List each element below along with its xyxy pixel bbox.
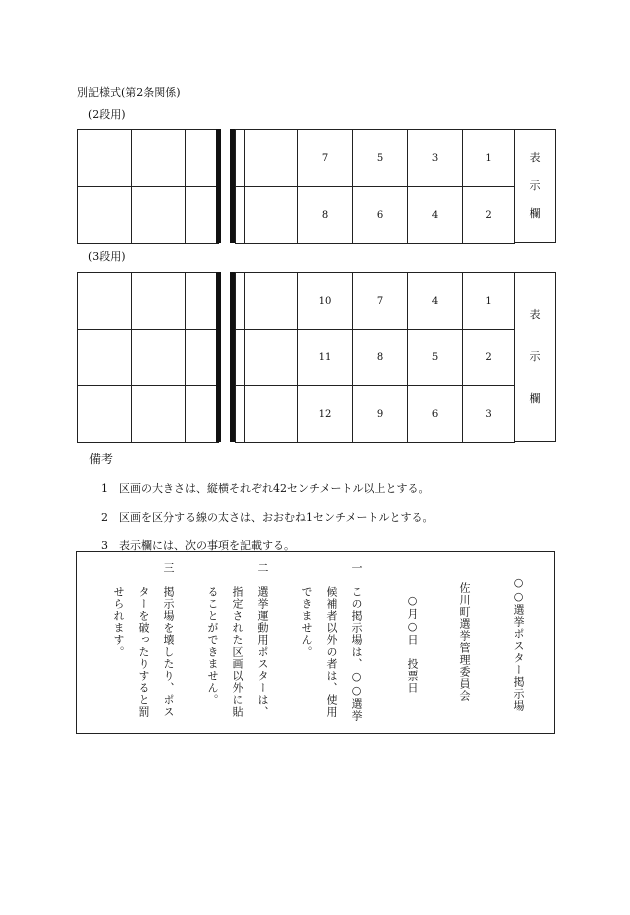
thick-divider: [216, 272, 221, 442]
remarks-heading: 備考: [89, 452, 114, 466]
rule-line: 候補者以外の者は、使用: [325, 586, 338, 718]
rule-line: この掲示場は、○○選挙: [350, 586, 363, 722]
section-number-cell: 3: [408, 130, 463, 187]
blank-cell: [186, 273, 219, 330]
blank-cell: [186, 386, 219, 443]
blank-cell: [186, 187, 219, 244]
section-number-cell: 2: [463, 330, 515, 386]
display-area-label: 表 示 欄: [529, 308, 541, 405]
section-number-cell: 8: [298, 187, 353, 244]
blank-cell: [132, 187, 186, 244]
blank-cell: [132, 130, 186, 187]
blank-cell: [245, 273, 298, 330]
poster-title: ○○選挙ポスター掲示場: [512, 576, 525, 712]
section-number-cell: 4: [408, 187, 463, 244]
display-area-label: 表 示 欄: [529, 151, 541, 220]
blank-cell: [236, 273, 245, 330]
blank-cell: [78, 273, 132, 330]
blank-cell: [245, 130, 298, 187]
form-title: 別記様式(第2条関係): [77, 86, 181, 99]
blank-cell: [186, 130, 219, 187]
rule-line: ることができません。: [206, 586, 219, 706]
two-tier-left-block: [77, 129, 219, 244]
blank-cell: [186, 330, 219, 386]
election-date: ○月○日 投票日: [406, 594, 419, 694]
section-number-cell: 9: [353, 386, 408, 443]
section-number-cell: 7: [298, 130, 353, 187]
rule-number: 一: [350, 562, 363, 574]
section-number-cell: 8: [353, 330, 408, 386]
two-tier-caption: (2段用): [88, 108, 126, 121]
blank-cell: [132, 386, 186, 443]
blank-cell: [245, 187, 298, 244]
section-number-cell: 1: [463, 130, 515, 187]
blank-cell: [78, 386, 132, 443]
blank-cell: [132, 273, 186, 330]
section-number-cell: 12: [298, 386, 353, 443]
section-number-cell: 3: [463, 386, 515, 443]
section-number-cell: 6: [408, 386, 463, 443]
section-number-cell: 10: [298, 273, 353, 330]
blank-cell: [132, 330, 186, 386]
rule-line: ターを破ったりすると罰: [137, 586, 150, 718]
rule-number: 三: [162, 562, 175, 574]
remark-item: 1 区画の大きさは、縦横それぞれ42センチメートル以上とする。: [101, 482, 430, 495]
blank-cell: [245, 330, 298, 386]
section-number-cell: 4: [408, 273, 463, 330]
blank-cell: [78, 130, 132, 187]
three-tier-left-block: [77, 272, 219, 443]
blank-cell: [78, 330, 132, 386]
section-number-cell: 7: [353, 273, 408, 330]
section-number-cell: 6: [353, 187, 408, 244]
section-number-cell: 5: [408, 330, 463, 386]
blank-cell: [236, 187, 245, 244]
rule-line: 掲示場を壊したり、ポス: [162, 586, 175, 718]
blank-cell: [245, 386, 298, 443]
thick-divider: [216, 129, 221, 243]
rule-line: 指定された区画以外に貼: [231, 586, 244, 718]
rule-number: 二: [256, 562, 269, 574]
blank-cell: [236, 386, 245, 443]
section-number-cell: 11: [298, 330, 353, 386]
rule-line: せられます。: [112, 586, 125, 658]
two-tier-right-block: [235, 129, 515, 244]
three-tier-caption: (3段用): [88, 250, 126, 263]
blank-cell: [236, 130, 245, 187]
rule-line: 選挙運動用ポスターは、: [256, 586, 269, 718]
remark-item: 2 区画を区分する線の太さは、おおむね1センチメートルとする。: [101, 511, 434, 524]
three-tier-right-block: [235, 272, 515, 443]
remark-item: 3 表示欄には、次の事項を記載する。: [101, 539, 295, 552]
section-number-cell: 1: [463, 273, 515, 330]
rule-line: できません。: [300, 586, 313, 658]
blank-cell: [78, 187, 132, 244]
display-box: [76, 551, 555, 734]
blank-cell: [236, 330, 245, 386]
section-number-cell: 5: [353, 130, 408, 187]
section-number-cell: 2: [463, 187, 515, 244]
committee-name: 佐川町選挙管理委員会: [458, 582, 471, 702]
